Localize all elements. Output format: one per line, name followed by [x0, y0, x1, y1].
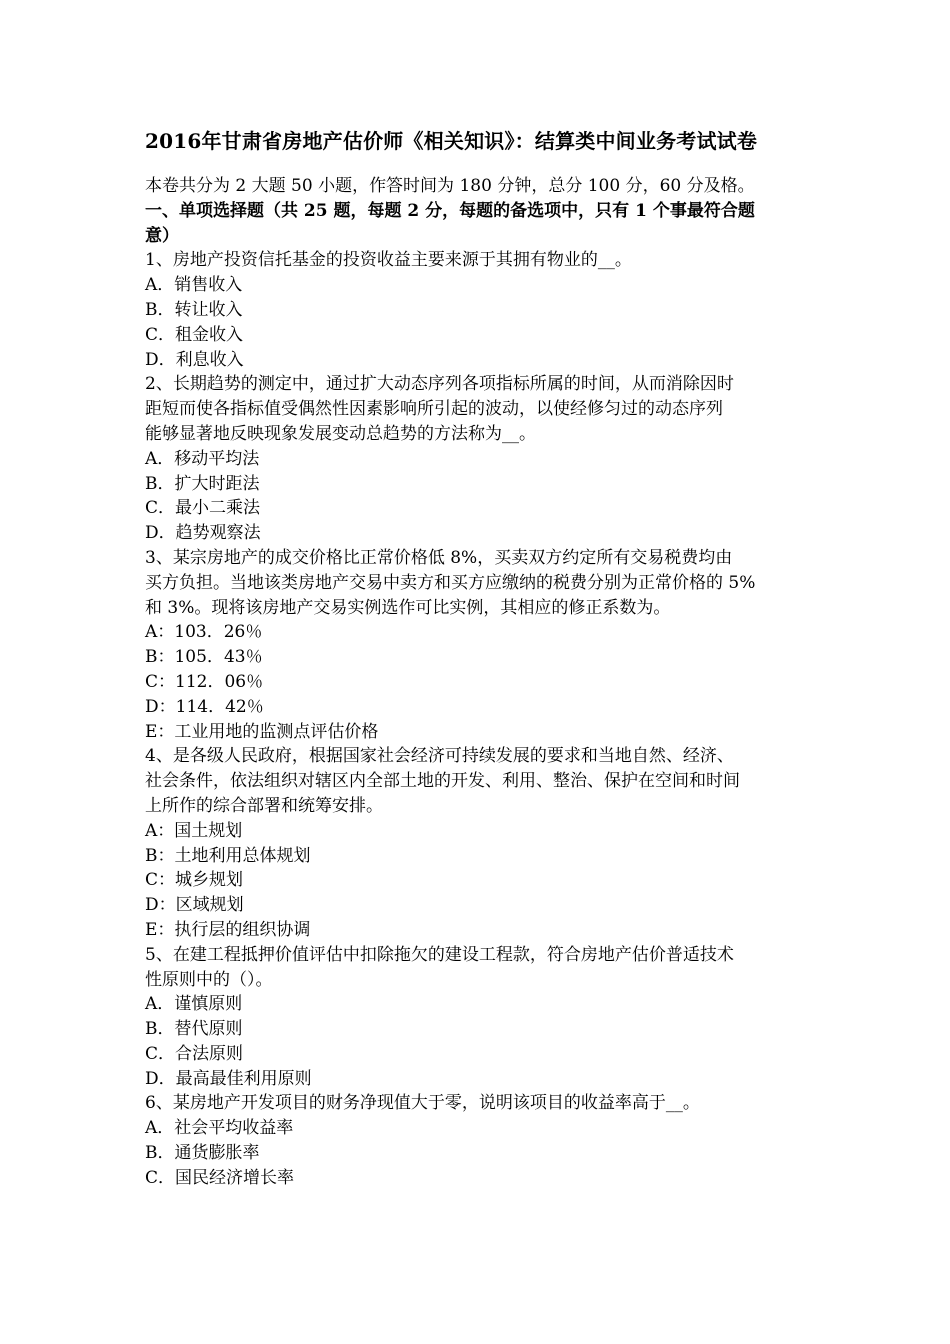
question-4 [145, 744, 830, 942]
question-stem: 6、某房地产开发项目的财务净现值大于零，说明该项目的收益率高于__。 [145, 1093, 700, 1114]
option-c: C．最小二乘法 [145, 498, 261, 519]
question-1 [145, 248, 830, 372]
question-stem-line: 和 3%。现将该房地产交易实例选作可比实例，其相应的修正系数为。 [145, 597, 671, 618]
question-stem-line: 买方负担。当地该类房地产交易中卖方和买方应缴纳的税费分别为正常价格的 5% [145, 572, 756, 593]
option-b: B：105．43％ [145, 647, 263, 668]
question-stem-line: 距短而使各指标值受偶然性因素影响所引起的波动，以使经修匀过的动态序列 [145, 399, 723, 420]
option-b: B．扩大时距法 [145, 473, 260, 494]
question-stem-line: 能够显著地反映现象发展变动总趋势的方法称为__。 [145, 423, 536, 444]
option-b: B．转让收入 [145, 299, 243, 320]
option-e: E：执行层的组织协调 [145, 919, 311, 940]
question-stem-line: 5、在建工程抵押价值评估中扣除拖欠的建设工程款，符合房地产估价普适技术 [145, 944, 734, 965]
option-a: A：国土规划 [145, 820, 243, 841]
option-a: A：103．26％ [145, 622, 263, 643]
question-2 [145, 372, 830, 546]
option-c: C：城乡规划 [145, 870, 244, 891]
question-stem-line: 社会条件，依法组织对辖区内全部土地的开发、利用、整治、保护在空间和时间 [145, 771, 740, 792]
section-heading: 一、单项选择题（共 25 题，每题 2 分，每题的备选项中，只有 1 个事最符合题 [145, 200, 755, 221]
option-b: B．通货膨胀率 [145, 1143, 260, 1164]
option-e: E：工业用地的监测点评估价格 [145, 721, 379, 742]
option-c: C：112．06％ [145, 671, 264, 692]
option-d: D．趋势观察法 [145, 523, 261, 544]
exam-intro: 本卷共分为 2 大题 50 小题，作答时间为 180 分钟，总分 100 分，60 分及格。 [145, 176, 755, 196]
option-a: A．移动平均法 [145, 448, 260, 469]
question-5 [145, 943, 830, 1092]
option-d: D：区域规划 [145, 895, 244, 916]
option-a: A．销售收入 [145, 275, 243, 296]
option-b: B．替代原则 [145, 1019, 243, 1040]
option-c: C．租金收入 [145, 324, 244, 345]
question-stem-line: 2、长期趋势的测定中，通过扩大动态序列各项指标所属的时间，从而消除因时 [145, 374, 734, 395]
question-6 [145, 1091, 830, 1190]
question-stem: 1、房地产投资信托基金的投资收益主要来源于其拥有物业的__。 [145, 250, 632, 271]
option-a: A．谨慎原则 [145, 994, 243, 1015]
option-a: A．社会平均收益率 [145, 1118, 294, 1139]
question-stem-line: 上所作的综合部署和统筹安排。 [145, 795, 383, 816]
question-stem-line: 性原则中的（）。 [145, 969, 273, 990]
option-c: C．合法原则 [145, 1043, 244, 1064]
question-3 [145, 546, 830, 744]
document-body [145, 174, 830, 1191]
option-b: B：土地利用总体规划 [145, 845, 311, 866]
question-stem-line: 3、某宗房地产的成交价格比正常价格低 8%，买卖双方约定所有交易税费均由 [145, 547, 733, 568]
question-stem-line: 4、是各级人民政府，根据国家社会经济可持续发展的要求和当地自然、经济、 [145, 746, 734, 767]
section-heading-continued: 意） [145, 225, 179, 246]
option-d: D：114．42％ [145, 696, 264, 717]
document-title: 2016年甘肃省房地产估价师《相关知识》：结算类中间业务考试试卷 [145, 129, 758, 153]
option-d: D．最高最佳利用原则 [145, 1068, 312, 1089]
option-d: D．利息收入 [145, 349, 244, 370]
option-c: C．国民经济增长率 [145, 1167, 295, 1188]
